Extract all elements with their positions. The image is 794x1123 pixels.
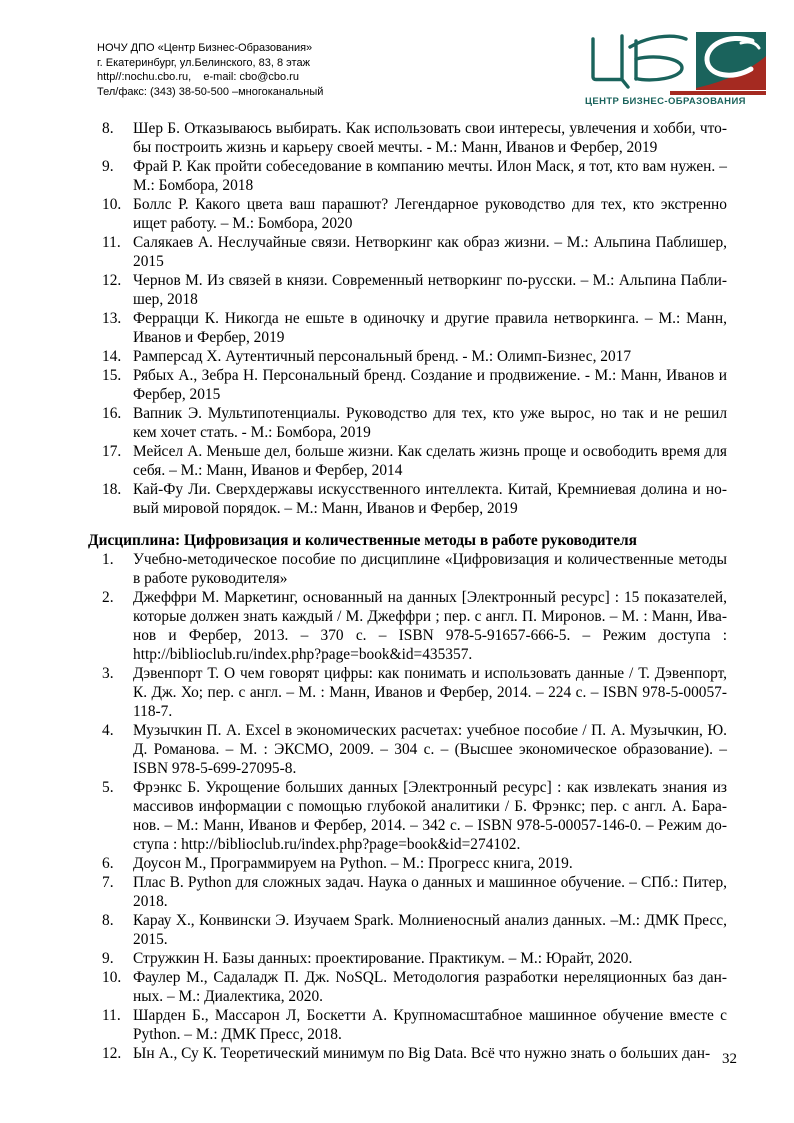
list-item [88,119,727,157]
item-number: 8. [102,912,114,929]
item-text: Учебно-методическое пособие по дисциплине «Цифровизация и количественные методы в работе руководителя» [133,551,727,587]
list-item [88,271,727,309]
item-text: Плас В. Python для сложных задач. Наука о данных и машинное обучение. – СПб.: Питер, 2018. [133,874,727,910]
item-text: Шарден Б., Массарон Л, Боскетти А. Крупномасштабное машинное обучение вместе с Python. – М.: ДМК Пресс, 2018. [133,1007,727,1043]
item-number: 4. [102,722,114,739]
item-number: 11. [102,1007,121,1024]
item-text: Фаулер М., Садаладж П. Дж. NoSQL. Методология разработки нереляционных баз данных. – М.: Диалектика, 2020. [133,969,727,1005]
item-text: Карау Х., Конвински Э. Изучаем Spark. Молниеносный анализ данных. –М.: ДМК Пресс, 2015. [133,912,727,948]
letterhead-line: НОЧУ ДПО «Центр Бизнес-Образования» [97,42,313,54]
item-text: Вапник Э. Мультипотенциалы. Руководство для тех, кто уже вырос, но так и не решил кем хочет стать. - М.: Бомбора, 2019 [133,405,727,441]
item-number: 8. [102,120,114,137]
list-item [88,550,727,588]
document-body [88,119,727,1063]
item-text: Чернов М. Из связей в князи. Современный нетворкинг по-русски. – М.: Альпина Паблишер, 2018 [133,272,727,308]
item-text: Кай-Фу Ли. Сверхдержавы искусственного интеллекта. Китай, Кремниевая долина и новый мировой порядок. – М.: Манн, Иванов и Фербер, 2019 [133,481,727,517]
item-text: Стружкин Н. Базы данных: проектирование. Практикум. – М.: Юрайт, 2020. [133,950,633,967]
item-text: Музычкин П. А. Excel в экономических расчетах: учебное пособие / П. А. Музычкин, Ю. Д. Романова. – М. : ЭКСМО, 2009. – 304 с. – (Высшее экономическое образование). – ISBN 978-5-699-27095-8. [133,722,727,777]
item-text: Шер Б. Отказываюсь выбирать. Как использовать свои интересы, увлечения и хобби, чтобы построить жизнь и карьеру своей мечты. - М.: Манн, Иванов и Фербер, 2019 [133,120,727,156]
list-item [88,233,727,271]
item-number: 18. [102,481,122,498]
list-item [88,309,727,347]
reading-list-career [88,119,727,518]
item-number: 14. [102,348,122,365]
list-item [88,873,727,911]
list-item [88,721,727,778]
item-number: 11. [102,234,121,251]
item-number: 7. [102,874,114,891]
item-text: Доусон М., Программируем на Python. – М.: Прогресс книга, 2019. [133,855,573,872]
item-number: 9. [102,158,114,175]
list-item [88,911,727,949]
item-number: 10. [102,196,122,213]
letterhead-line: http//:nochu.cbo.ru, e-mail: cbo@cbo.ru [97,71,299,84]
item-number: 15. [102,367,122,384]
item-text: Мейсел А. Меньше дел, больше жизни. Как сделать жизнь проще и освободить время для себя. – М.: Манн, Иванов и Фербер, 2014 [133,443,727,479]
item-number: 5. [102,779,114,796]
item-number: 13. [102,310,122,327]
list-item [88,949,727,968]
item-text: Рамперсад Х. Аутентичный персональный бренд. - М.: Олимп-Бизнес, 2017 [133,348,632,365]
list-item [88,442,727,480]
list-item [88,366,727,404]
logo-mark-icon [696,32,766,90]
list-item [88,778,727,854]
item-number: 12. [102,1045,122,1062]
list-item [88,664,727,721]
list-item [88,854,727,873]
org-logo [585,32,766,107]
list-item [88,404,727,442]
item-number: 9. [102,950,114,967]
list-item [88,588,727,664]
list-item [88,347,727,366]
item-text: Феррацци К. Никогда не ешьте в одиночку и другие правила нетворкинга. – М.: Манн, Иванов и Фербер, 2019 [133,310,727,346]
list-item [88,157,727,195]
item-number: 17. [102,443,122,460]
item-number: 16. [102,405,122,422]
letterhead-line: г. Екатеринбург, ул.Белинского, 83, 8 этаж [97,56,310,69]
list-item [88,1006,727,1044]
item-text: Рябых А., Зебра Н. Персональный бренд. Создание и продвижение. - М.: Манн, Иванов и Фербер, 2015 [133,367,727,403]
item-text: Фрай Р. Как пройти собеседование в компанию мечты. Илон Маск, я тот, кто вам нужен. – М.: Бомбора, 2018 [133,158,727,194]
item-text: Фрэнкс Б. Укрощение больших данных [Электронный ресурс] : как извлекать знания из массивов информации с помощью глубокой аналитики / Б. Фрэнкс; пер. с англ. А. Баранов. – М.: Манн, Иванов и Фербер, 2014. – 342 с. – ISBN 978-5-00057-146-0. – Режим доступа : http://biblioclub.ru/index.php?page=book&id=274102. [133,779,727,853]
reading-list-digitalization [88,550,727,1063]
item-text: Джеффри М. Маркетинг, основанный на данных [Электронный ресурс] : 15 показателей, которые должен знать каждый / М. Джеффри ; пер. с англ. П. Миронов. – М. : Манн, Иванов и Фербер, 2013. – 370 с. – ISBN 978-5-91657-666-5. – Режим доступа : http://biblioclub.ru/index.php?page=book&id=435357. [133,589,727,663]
item-text: Ын А., Су К. Теоретический минимум по Big Data. Всё что нужно знать о больших дан- [133,1045,711,1062]
letterhead-line: Тел/факс: (343) 38-50-500 –многоканальный [97,85,324,98]
list-item [88,1044,727,1063]
item-text: Дэвенпорт Т. О чем говорят цифры: как понимать и использовать данные / Т. Дэвенпорт, К. Дж. Хо; пер. с англ. – М. : Манн, Иванов и Фербер, 2014. – 224 с. – ISBN 978-5-00057-118-7. [133,665,727,720]
item-text: Салякаев А. Неслучайные связи. Нетворкинг как образ жизни. – М.: Альпина Паблишер, 2015 [133,234,727,270]
logo-red-bar [670,91,766,95]
item-number: 2. [102,589,114,606]
item-text: Боллс Р. Какого цвета ваш парашют? Легендарное руководство для тех, кто экстренно ищет работу. – М.: Бомбора, 2020 [133,196,727,232]
item-number: 3. [102,665,114,682]
item-number: 6. [102,855,114,872]
letterhead [97,41,323,99]
logo-caption: ЦЕНТР БИЗНЕС-ОБРАЗОВАНИЯ [585,96,746,107]
list-item [88,195,727,233]
logo-row [585,32,766,90]
logo-monogram-icon [585,32,689,90]
item-number: 1. [102,551,114,568]
section-heading: Дисциплина: Цифровизация и количественные методы в работе руководителя [88,532,637,549]
list-item [88,968,727,1006]
item-number: 12. [102,272,122,289]
item-number: 10. [102,969,122,986]
page-number: 32 [722,1051,737,1067]
list-item [88,480,727,518]
